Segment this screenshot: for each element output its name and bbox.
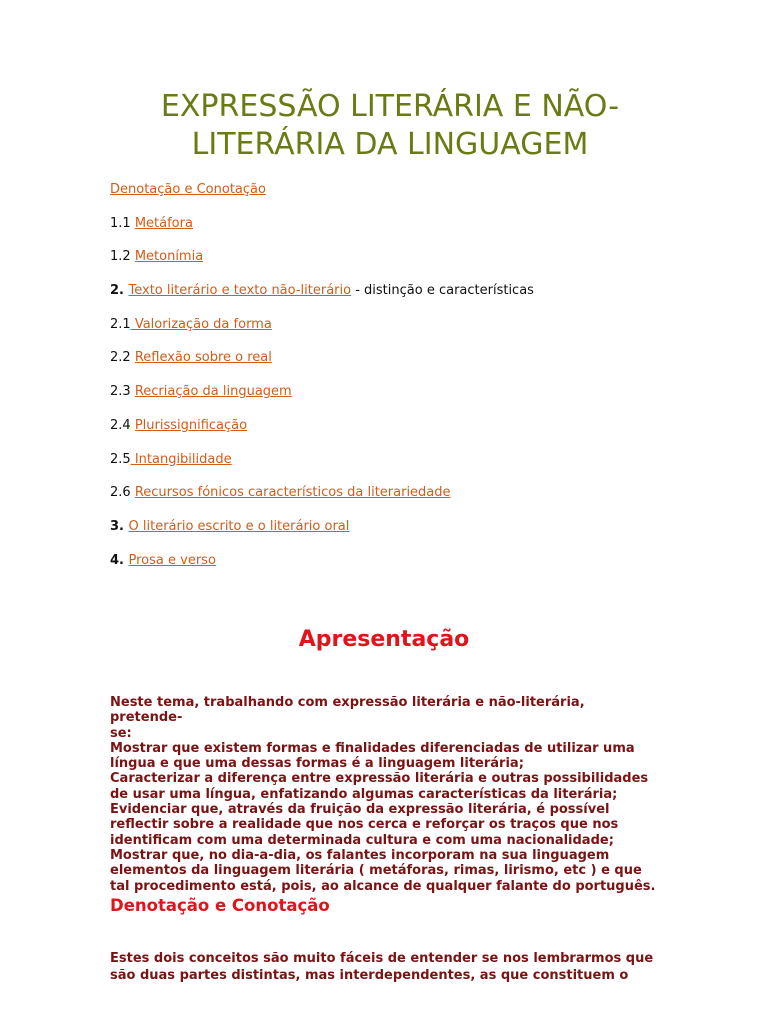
toc-number: 2.4 xyxy=(110,417,135,433)
toc-link-plurissignificacao[interactable]: Plurissignificação xyxy=(134,417,248,433)
toc-number: 4. xyxy=(110,552,129,568)
toc-number: 2. xyxy=(110,283,129,299)
paragraph-line: se: xyxy=(110,725,132,741)
toc-number: 2.6 xyxy=(110,485,135,501)
toc-item xyxy=(110,247,710,281)
toc-item xyxy=(110,517,710,551)
toc-link-denotacao-conotacao[interactable]: Denotação e Conotação xyxy=(110,182,266,197)
toc-number: 2.3 xyxy=(110,384,135,400)
table-of-contents xyxy=(110,180,710,584)
toc-link-metonimia[interactable]: Metonímia xyxy=(134,249,204,265)
toc-item xyxy=(110,214,710,248)
toc-number: 1.2 xyxy=(110,249,135,265)
toc-item xyxy=(110,382,710,416)
denotacao-paragraph xyxy=(110,950,660,984)
toc-item xyxy=(110,315,710,349)
section-heading-apresentacao: Apresentação xyxy=(298,627,470,652)
toc-item xyxy=(110,416,710,450)
toc-item xyxy=(110,281,710,315)
toc-link-literario-escrito-oral[interactable]: O literário escrito e o literário oral xyxy=(128,518,350,534)
section-heading-denotacao: Denotação e Conotação xyxy=(110,896,330,915)
toc-link-reflexao-real[interactable]: Reflexão sobre o real xyxy=(134,350,272,366)
paragraph-line: Neste tema, trabalhando com expressão literária e não-literária, pretende- xyxy=(110,695,585,726)
page-title-line-2: LITERÁRIA DA LINGUAGEM xyxy=(191,127,589,162)
toc-link-intangibilidade[interactable]: Intangibilidade xyxy=(130,451,232,467)
toc-suffix: - distinção e características xyxy=(351,283,534,299)
toc-item xyxy=(110,483,710,517)
paragraph-line: Mostrar que, no dia-a-dia, os falantes incorporam na sua linguagem xyxy=(110,847,610,863)
toc-link-recriacao-linguagem[interactable]: Recriação da linguagem xyxy=(134,384,292,400)
toc-number: 2.5 xyxy=(110,451,131,467)
page-title xyxy=(110,88,670,164)
paragraph-line: tal procedimento está, pois, ao alcance de qualquer falante do português. xyxy=(110,878,656,894)
toc-number: 2.2 xyxy=(110,350,135,366)
apresentacao-paragraph xyxy=(110,695,660,894)
paragraph-line: Mostrar que existem formas e finalidades diferenciadas de utilizar uma xyxy=(110,740,635,756)
toc-item xyxy=(110,180,710,214)
toc-item xyxy=(110,551,710,585)
toc-number: 3. xyxy=(110,518,129,534)
paragraph-line: identificam com uma determinada cultura e com uma nacionalidade; xyxy=(110,832,614,848)
toc-link-texto-literario[interactable]: Texto literário e texto não-literário xyxy=(128,283,352,299)
paragraph-line: são duas partes distintas, mas interdependentes, as que constituem o xyxy=(110,968,629,983)
paragraph-line: de usar uma língua, enfatizando algumas características da literária; xyxy=(110,786,618,802)
paragraph-line: reflectir sobre a realidade que nos cerca e reforçar os traços que nos xyxy=(110,817,619,833)
toc-number: 1.1 xyxy=(110,215,135,231)
toc-link-valorizacao-forma[interactable]: Valorização da forma xyxy=(130,316,272,332)
paragraph-line: língua e que uma dessas formas é a linguagem literária; xyxy=(110,756,524,772)
toc-link-metafora[interactable]: Metáfora xyxy=(134,215,193,231)
paragraph-line: elementos da linguagem literária ( metáforas, rimas, lirismo, etc ) e que xyxy=(110,863,642,879)
toc-item xyxy=(110,348,710,382)
toc-number: 2.1 xyxy=(110,316,131,332)
toc-item xyxy=(110,450,710,484)
paragraph-line: Caracterizar a diferença entre expressão literária e outras possibilidades xyxy=(110,771,649,787)
paragraph-line: Evidenciar que, através da fruição da expressão literária, é possível xyxy=(110,802,610,818)
toc-link-recursos-fonicos[interactable]: Recursos fónicos característicos da literariedade xyxy=(134,485,451,501)
paragraph-line: Estes dois conceitos são muito fáceis de entender se nos lembrarmos que xyxy=(110,951,654,966)
page-title-line-1: EXPRESSÃO LITERÁRIA E NÃO- xyxy=(160,89,620,124)
toc-link-prosa-verso[interactable]: Prosa e verso xyxy=(128,552,216,568)
